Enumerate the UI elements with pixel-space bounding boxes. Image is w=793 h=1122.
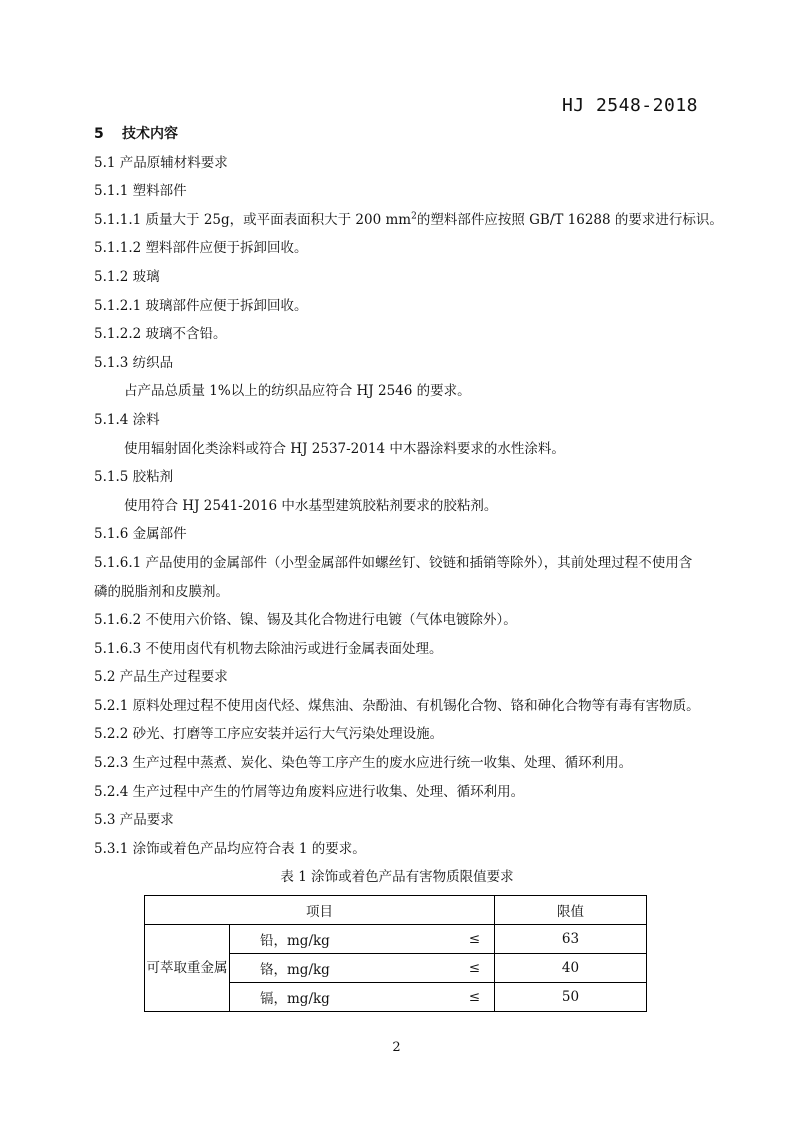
clause-5-1: 5.1 产品原辅材料要求 — [94, 154, 228, 171]
document-body — [94, 120, 723, 1012]
section-number: 5 — [94, 126, 104, 142]
clause-5-2-1: 5.2.1 原料处理过程不使用卤代烃、煤焦油、杂酚油、有机锡化合物、铬和砷化合物等有毒有害物质。 — [94, 697, 700, 714]
clause-5-1-1: 5.1.1 塑料部件 — [94, 183, 187, 200]
clause-5-1-4: 5.1.4 涂料 — [94, 411, 160, 428]
clause-5-2-2: 5.2.2 砂光、打磨等工序应安装并运行大气污染处理设施。 — [94, 726, 444, 743]
clause-5-1-6: 5.1.6 金属部件 — [94, 526, 187, 543]
row-name: 镉，mg/kg — [230, 983, 431, 1012]
clause-5-1-1-1 — [94, 206, 723, 235]
page-number: 2 — [392, 1040, 401, 1055]
clause-5-1-6-2: 5.1.6.2 不使用六价铬、镍、锡及其化合物进行电镀（气体电镀除外）。 — [94, 612, 517, 629]
group-label: 可萃取重金属 — [145, 925, 230, 1012]
clause-5-3: 5.3 产品要求 — [94, 812, 174, 829]
row-name: 铅，mg/kg — [230, 925, 431, 954]
clause-5-1-4-body: 使用辐射固化类涂料或符合 HJ 2537-2014 中木器涂料要求的水性涂料。 — [124, 440, 565, 457]
clause-5-2: 5.2 产品生产过程要求 — [94, 669, 228, 686]
clause-5-1-5-body: 使用符合 HJ 2541-2016 中水基型建筑胶粘剂要求的胶粘剂。 — [124, 497, 498, 514]
table-row — [145, 925, 647, 954]
table-caption: 表 1 涂饰或着色产品有害物质限值要求 — [280, 869, 514, 886]
row-value: 63 — [495, 925, 647, 954]
header-limit: 限值 — [495, 896, 647, 925]
clause-5-1-6-3: 5.1.6.3 不使用卤代有机物去除油污或进行金属表面处理。 — [94, 640, 443, 657]
clause-5-1-6-1: 5.1.6.1 产品使用的金属部件（小型金属部件如螺丝钉、铰链和插销等除外），其前处理过程不使用含磷的脱脂剂和皮膜剂。 — [94, 554, 693, 600]
clause-5-1-2-1: 5.1.2.1 玻璃部件应便于拆卸回收。 — [94, 297, 308, 314]
clause-5-2-4: 5.2.4 生产过程中产生的竹屑等边角废料应进行收集、处理、循环利用。 — [94, 783, 525, 800]
clause-5-1-3-body: 占产品总质量 1%以上的纺织品应符合 HJ 2546 的要求。 — [124, 383, 471, 400]
section-title: 技术内容 — [122, 126, 178, 142]
clause-5-3-1: 5.3.1 涂饰或着色产品均应符合表 1 的要求。 — [94, 840, 366, 857]
clause-5-1-2-2: 5.1.2.2 玻璃不含铅。 — [94, 326, 227, 343]
document-code: HJ 2548-2018 — [561, 95, 698, 116]
clause-5-1-3: 5.1.3 纺织品 — [94, 354, 174, 371]
clause-5-1-1-1-text-b: 的塑料部件应按照 GB/T 16288 的要求进行标识。 — [416, 211, 723, 228]
row-value: 50 — [495, 983, 647, 1012]
limits-table — [144, 895, 647, 1012]
header-item: 项目 — [145, 896, 495, 925]
row-name: 铬，mg/kg — [230, 954, 431, 983]
section-heading — [94, 120, 700, 149]
row-operator: ≤ — [430, 983, 495, 1012]
clause-5-2-3: 5.2.3 生产过程中蒸煮、炭化、染色等工序产生的废水应进行统一收集、处理、循环利用。 — [94, 755, 633, 772]
clause-5-1-2: 5.1.2 玻璃 — [94, 268, 160, 285]
row-value: 40 — [495, 954, 647, 983]
clause-5-1-1-2: 5.1.1.2 塑料部件应便于拆卸回收。 — [94, 240, 308, 257]
clause-5-1-1-1-text-a: 5.1.1.1 质量大于 25g，或平面表面积大于 200 mm — [94, 211, 412, 228]
row-operator: ≤ — [430, 954, 495, 983]
superscript-two: 2 — [411, 211, 417, 222]
clause-5-1-5: 5.1.5 胶粘剂 — [94, 469, 174, 486]
row-operator: ≤ — [430, 925, 495, 954]
table-header-row — [145, 896, 647, 925]
